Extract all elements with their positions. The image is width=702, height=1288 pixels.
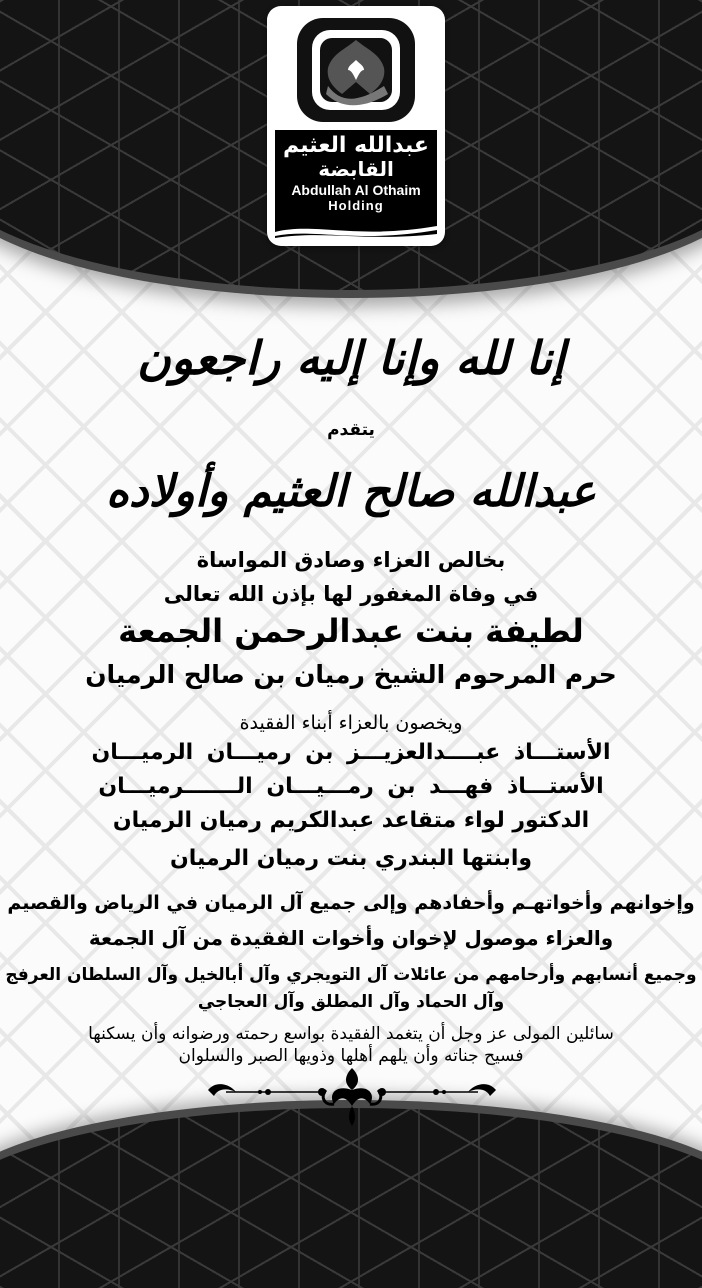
presents-label: يتقدم [327, 420, 375, 440]
dome-emblem-icon [306, 24, 406, 116]
sons-intro: ويخصون بالعزاء أبناء الفقيدة [239, 712, 463, 734]
families-line-1: وجميع أنسابهم وأرحامهم من عائلات آل التويجري وآل أبالخيل وآل السلطان العرفج [5, 965, 697, 985]
son-1: الأستـــاذ عبــــدالعزيـــز بن رميـــان الرميـــان [91, 740, 611, 765]
logo-english-holding: Holding [328, 198, 384, 213]
sender-name: عبدالله صالح العثيم وأولاده [105, 466, 597, 517]
company-logo [267, 6, 445, 246]
son-2: الأستـــاذ فهـــد بن رمـــيـــان الـــــــرميـــان [98, 774, 604, 799]
floral-divider-ornament-icon [196, 1066, 508, 1130]
extended-family-line: والعزاء موصول لإخوان وأخوات الفقيدة من آل الجمعة [88, 926, 614, 950]
logo-arabic-name: عبدالله العثيم [283, 133, 429, 158]
son-3: الدكتور لواء متقاعد عبدالكريم رميان الرميان [112, 808, 590, 833]
deceased-name: لطيفة بنت عبدالرحمن الجمعة [118, 612, 584, 650]
deceased-spouse: حرم المرحوم الشيخ رميان بن صالح الرميان [85, 660, 617, 689]
families-line-2: وآل الحماد وآل المطلق وآل العجاجي [197, 992, 505, 1012]
logo-arabic-holding: القابضة [318, 157, 394, 181]
siblings-line: وإخوانهم وأخواتهـم وأحفادهم وإلى جميع آل الرميان في الرياض والقصيم [7, 892, 695, 914]
daughter: وابنتها البندري بنت رميان الرميان [169, 846, 533, 871]
quran-verse: إنا لله وإنا إليه راجعون [137, 331, 565, 385]
logo-wave-icon [275, 222, 437, 238]
bottom-dark-band [0, 1108, 702, 1288]
logo-emblem-icon [297, 18, 415, 122]
prayer-line-2: فسيح جناته وأن يلهم أهلها وذويها الصبر والسلوان [178, 1046, 524, 1066]
prayer-line-1: سائلين المولى عز وجل أن يتغمد الفقيدة بواسع رحمته ورضوانه وأن يسكنها [88, 1024, 614, 1044]
condolence-line-1: بخالص العزاء وصادق المواساة [196, 548, 506, 572]
logo-english-name: Abdullah Al Othaim [291, 182, 421, 198]
logo-name-plate [275, 130, 437, 238]
condolence-line-2: في وفاة المغفور لها بإذن الله تعالى [163, 582, 539, 606]
